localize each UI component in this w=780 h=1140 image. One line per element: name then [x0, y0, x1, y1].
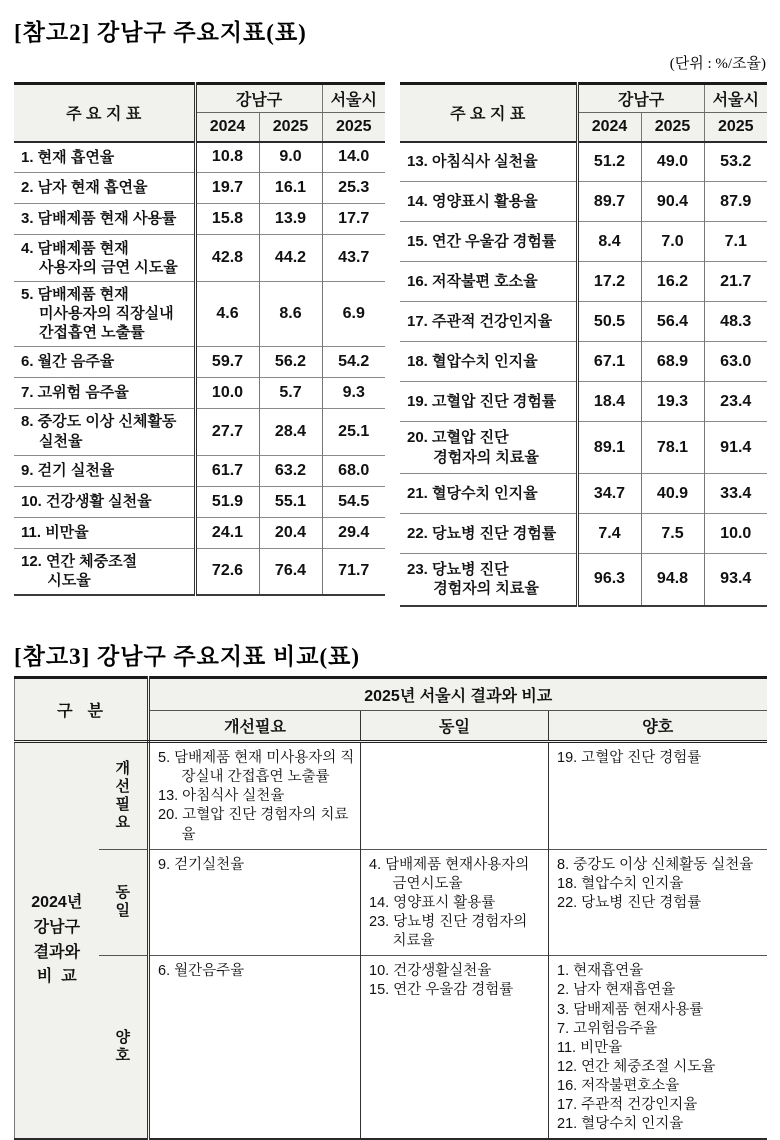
indicator-row: [400, 302, 767, 342]
year-2024-header: 2024: [577, 113, 641, 142]
indicator-label-continuation: 사용자의 금연 시도율: [39, 259, 178, 276]
value-gangnam-2024: 4.6: [195, 282, 259, 347]
comparison-list-item: 10. 건강생활실천율: [369, 963, 492, 980]
ref2-section-title: [참고2] 강남구 주요지표(표): [14, 20, 307, 45]
indicator-label-continuation: 실천율: [39, 432, 83, 450]
indicator-row: [400, 422, 767, 474]
value-gangnam-2024: 42.8: [195, 235, 259, 282]
comparison-row: [15, 956, 767, 1140]
indicator-row: [14, 517, 385, 548]
indicator-label: [14, 517, 195, 548]
value-gangnam-2024: 24.1: [195, 517, 259, 548]
value-gangnam-2024: 15.8: [195, 204, 259, 235]
col-header-good: 양호: [549, 711, 767, 742]
comparison-list-item: 20. 고혈압 진단 경험자의 치료율: [158, 807, 349, 843]
value-gangnam-2024: 34.7: [577, 474, 641, 514]
value-gangnam-2025: 16.2: [641, 262, 704, 302]
value-gangnam-2025: 16.1: [259, 173, 322, 204]
value-gangnam-2025: 19.3: [641, 382, 704, 422]
value-gangnam-2025: 94.8: [641, 554, 704, 606]
indicator-label-line: 17. 주관적 건강인지율: [407, 312, 553, 330]
indicator-row: [14, 346, 385, 377]
indicator-label-continuation: 경험자의 치료율: [433, 580, 539, 598]
year-2025-header: 2025: [641, 113, 704, 142]
indicator-label: [400, 182, 577, 222]
cell-same: [361, 849, 549, 956]
row-label-char: 요: [115, 813, 130, 831]
value-gangnam-2025: 7.0: [641, 222, 704, 262]
indicator-label: [14, 408, 195, 455]
value-seoul-2025: 87.9: [704, 182, 767, 222]
comparison-list-item: 5. 담배제품 현재 미사용자의 직장실내 간접흡연 노출률: [158, 750, 355, 786]
comparison-list-item: 4. 담배제품 현재사용자의 금연시도율: [369, 856, 534, 892]
ref3-section-title: [참고3] 강남구 주요지표 비교(표): [14, 644, 361, 669]
indicator-row: [14, 282, 385, 347]
comparison-list-item: 22. 당뇨병 진단 경험률: [557, 894, 702, 911]
indicator-label-line: 5. 담배제품 현재: [21, 286, 129, 303]
comparison-list-item: 13. 아침식사 실천율: [158, 788, 285, 805]
comparison-list-item: 21. 혈당수치 인지율: [557, 1116, 684, 1133]
value-seoul-2025: 91.4: [704, 422, 767, 474]
indicator-label-continuation: 경험자의 치료율: [433, 448, 539, 466]
value-gangnam-2024: 72.6: [195, 548, 259, 595]
indicator-label-line: 22. 당뇨병 진단 경험률: [407, 524, 557, 542]
value-gangnam-2024: 19.7: [195, 173, 259, 204]
comparison-list-item: 7. 고위험음주율: [557, 1020, 658, 1037]
indicator-label: [400, 342, 577, 382]
value-gangnam-2025: 5.7: [259, 377, 322, 408]
indicator-row: [400, 554, 767, 606]
value-seoul-2025: 25.1: [322, 408, 385, 455]
value-seoul-2025: 71.7: [322, 548, 385, 595]
cell-need-improvement: [149, 849, 361, 956]
comparison-list-item: 8. 중강도 이상 신체활동 실천율: [557, 856, 754, 873]
indicator-label-line: 15. 연간 우울감 경험률: [407, 232, 557, 250]
value-seoul-2025: 25.3: [322, 173, 385, 204]
value-gangnam-2024: 27.7: [195, 408, 259, 455]
row-label-char: 선: [115, 777, 130, 795]
value-gangnam-2024: 18.4: [577, 382, 641, 422]
cell-need-improvement: [149, 956, 361, 1140]
value-gangnam-2025: 49.0: [641, 142, 704, 182]
indicator-label-line: 19. 고혈압 진단 경험률: [407, 392, 557, 410]
cell-good: [549, 849, 767, 956]
indicator-label: [400, 222, 577, 262]
value-gangnam-2025: 63.2: [259, 455, 322, 486]
indicator-label-line: 18. 혈압수치 인지율: [407, 352, 538, 370]
value-seoul-2025: 63.0: [704, 342, 767, 382]
indicator-row: [400, 222, 767, 262]
gubun-header: 구 분: [15, 678, 149, 742]
indicator-label-continuation: 미사용자의 직장실내: [39, 305, 174, 323]
indicator-row: [14, 486, 385, 517]
row-group-label-line: 2024년: [31, 894, 83, 912]
value-gangnam-2025: 8.6: [259, 282, 322, 347]
comparison-list-item: 16. 저작불편호소율: [557, 1078, 680, 1094]
value-gangnam-2024: 8.4: [577, 222, 641, 262]
indicator-row: [14, 377, 385, 408]
value-gangnam-2024: 17.2: [577, 262, 641, 302]
indicator-row: [400, 382, 767, 422]
value-seoul-2025: 6.9: [322, 282, 385, 347]
seoul-year-2025-header: 2025: [704, 113, 767, 142]
value-gangnam-2024: 59.7: [195, 346, 259, 377]
indicator-label: [400, 474, 577, 514]
value-gangnam-2025: 56.4: [641, 302, 704, 342]
indicator-label-line: 1. 현재 흡연율: [21, 148, 115, 166]
indicator-label-continuation: 간접흡연 노출률: [39, 324, 145, 342]
indicator-label-line: 8. 중강도 이상 신체활동: [21, 413, 177, 431]
indicator-column-header: 주 요 지 표: [14, 84, 195, 142]
value-seoul-2025: 43.7: [322, 235, 385, 282]
value-seoul-2025: 23.4: [704, 382, 767, 422]
comparison-list-item: 6. 월간음주율: [158, 963, 245, 980]
indicator-label: [14, 486, 195, 517]
value-seoul-2025: 17.7: [322, 204, 385, 235]
value-gangnam-2024: 89.7: [577, 182, 641, 222]
value-seoul-2025: 29.4: [322, 517, 385, 548]
indicator-label-line: 16. 저작불편 호소율: [407, 272, 538, 290]
row-label-char: 필: [115, 795, 130, 813]
comparison-table-body: [15, 742, 767, 1140]
indicator-label-line: 9. 걷기 실천율: [21, 461, 115, 479]
row-label-need: [99, 742, 149, 850]
indicator-label-line: 2. 남자 현재 흡연율: [21, 179, 148, 197]
value-seoul-2025: 54.2: [322, 346, 385, 377]
indicator-row: [14, 142, 385, 173]
value-gangnam-2024: 67.1: [577, 342, 641, 382]
indicator-label: [14, 282, 195, 347]
value-gangnam-2024: 10.0: [195, 377, 259, 408]
value-seoul-2025: 7.1: [704, 222, 767, 262]
value-gangnam-2024: 50.5: [577, 302, 641, 342]
indicator-row: [400, 342, 767, 382]
seoul-year-2025-header: 2025: [322, 113, 385, 142]
indicator-label: [400, 142, 577, 182]
indicator-label: [14, 377, 195, 408]
row-label-char: 호: [115, 1047, 130, 1065]
indicator-label-line: 3. 담배제품 현재 사용률: [21, 210, 177, 228]
indicator-row: [14, 173, 385, 204]
value-seoul-2025: 93.4: [704, 554, 767, 606]
comparison-list-item: 9. 걷기실천율: [158, 856, 245, 873]
indicator-table-left-body: [14, 142, 385, 596]
indicator-label-line: 20. 고혈압 진단: [407, 429, 509, 447]
comparison-list-item: 23. 당뇨병 진단 경험자의 치료율: [369, 914, 532, 950]
value-gangnam-2025: 20.4: [259, 517, 322, 548]
indicator-table-left: [14, 82, 385, 596]
value-gangnam-2024: 96.3: [577, 554, 641, 606]
value-gangnam-2024: 51.2: [577, 142, 641, 182]
value-gangnam-2025: 40.9: [641, 474, 704, 514]
row-label-char: 동: [115, 884, 130, 902]
indicator-label: [400, 302, 577, 342]
col-header-need-improvement: 개선필요: [149, 711, 361, 742]
comparison-list-item: 2. 남자 현재흡연율: [557, 982, 676, 999]
indicator-label: [14, 142, 195, 173]
value-gangnam-2025: 76.4: [259, 548, 322, 595]
indicator-label-line: 14. 영양표시 활용율: [407, 192, 538, 210]
comparison-list-item: 14. 영양표시 활용률: [369, 894, 496, 911]
indicator-label-line: 21. 혈당수치 인지율: [407, 484, 538, 502]
indicator-row: [14, 408, 385, 455]
value-gangnam-2024: 89.1: [577, 422, 641, 474]
row-group-label-line: 결과와: [33, 943, 80, 961]
indicator-row: [400, 182, 767, 222]
indicator-row: [400, 262, 767, 302]
value-gangnam-2025: 7.5: [641, 514, 704, 554]
indicator-label-line: 13. 아침식사 실천율: [407, 153, 538, 171]
value-seoul-2025: 54.5: [322, 486, 385, 517]
indicator-column-header: 주 요 지 표: [400, 84, 577, 142]
value-seoul-2025: 33.4: [704, 474, 767, 514]
indicator-row: [14, 548, 385, 595]
indicator-row: [14, 204, 385, 235]
row-label-char: 일: [115, 902, 130, 920]
indicator-label: [400, 382, 577, 422]
comparison-title-header: 2025년 서울시 결과와 비교: [149, 678, 767, 711]
indicator-label: [14, 173, 195, 204]
indicator-row: [400, 514, 767, 554]
indicator-row: [400, 142, 767, 182]
comparison-list-item: 1. 현재흡연율: [557, 963, 644, 980]
seoul-column-header: 서울시: [704, 84, 767, 113]
indicator-row: [14, 455, 385, 486]
indicator-row: [400, 474, 767, 514]
indicator-label: [400, 262, 577, 302]
indicator-label: [14, 204, 195, 235]
indicator-label-line: 12. 연간 체중조절: [21, 553, 138, 571]
comparison-list-item: 3. 담배제품 현재사용률: [557, 1001, 704, 1018]
comparison-list-item: 15. 연간 우울감 경험률: [369, 982, 514, 999]
gangnam-column-header: 강남구: [577, 84, 704, 113]
row-label-good: [99, 956, 149, 1140]
indicator-label: [14, 455, 195, 486]
comparison-list-item: 12. 연간 체중조절 시도율: [557, 1058, 716, 1075]
cell-same: [361, 956, 549, 1140]
indicator-label: [14, 346, 195, 377]
comparison-table: [14, 676, 767, 1140]
cell-need-improvement: [149, 742, 361, 850]
row-group-label-line: 강남구: [33, 918, 80, 936]
value-gangnam-2024: 51.9: [195, 486, 259, 517]
seoul-column-header: 서울시: [322, 84, 385, 113]
row-label-char: 개: [115, 759, 130, 777]
value-gangnam-2024: 61.7: [195, 455, 259, 486]
indicator-tables-container: [14, 82, 766, 607]
comparison-list-item: 19. 고혈압 진단 경험률: [557, 750, 702, 766]
comparison-row: [15, 742, 767, 850]
comparison-table-header: [15, 678, 767, 742]
year-2024-header: 2024: [195, 113, 259, 142]
indicator-table-right-header: [400, 84, 767, 142]
value-gangnam-2024: 7.4: [577, 514, 641, 554]
value-seoul-2025: 21.7: [704, 262, 767, 302]
col-header-same: 동일: [361, 711, 549, 742]
indicator-label-line: 23. 당뇨병 진단: [407, 561, 509, 579]
value-gangnam-2025: 9.0: [259, 142, 322, 173]
indicator-label-continuation: 시도율: [47, 572, 91, 590]
indicator-label: [400, 554, 577, 606]
comparison-list-item: 17. 주관적 건강인지율: [557, 1097, 698, 1114]
gangnam-column-header: 강남구: [195, 84, 322, 113]
indicator-table-right-body: [400, 142, 767, 606]
value-gangnam-2025: 68.9: [641, 342, 704, 382]
value-seoul-2025: 9.3: [322, 377, 385, 408]
comparison-row: [15, 849, 767, 956]
value-seoul-2025: 53.2: [704, 142, 767, 182]
comparison-list-item: 18. 혈압수치 인지율: [557, 875, 684, 892]
value-gangnam-2025: 55.1: [259, 486, 322, 517]
unit-note: (단위 : %/조율): [669, 56, 766, 72]
value-gangnam-2025: 56.2: [259, 346, 322, 377]
value-seoul-2025: 48.3: [704, 302, 767, 342]
indicator-label-line: 11. 비만율: [21, 523, 89, 541]
comparison-list-item: 11. 비만율: [557, 1039, 623, 1056]
cell-good: [549, 956, 767, 1140]
value-gangnam-2025: 90.4: [641, 182, 704, 222]
indicator-label-line: 4. 담배제품 현재: [21, 239, 129, 257]
value-gangnam-2024: 10.8: [195, 142, 259, 173]
comparison-table-container: [14, 676, 766, 1140]
indicator-table-right: [400, 82, 767, 607]
value-gangnam-2025: 28.4: [259, 408, 322, 455]
indicator-label-line: 6. 월간 음주율: [21, 352, 115, 370]
value-gangnam-2025: 13.9: [259, 204, 322, 235]
indicator-table-left-header: [14, 84, 385, 142]
value-seoul-2025: 10.0: [704, 514, 767, 554]
indicator-label-line: 7. 고위험 음주율: [21, 383, 129, 401]
row-label-same: [99, 849, 149, 956]
indicator-row: [14, 235, 385, 282]
value-seoul-2025: 68.0: [322, 455, 385, 486]
year-2025-header: 2025: [259, 113, 322, 142]
indicator-label-line: 10. 건강생활 실천율: [21, 492, 152, 510]
indicator-label: [14, 235, 195, 282]
value-gangnam-2025: 44.2: [259, 235, 322, 282]
indicator-label: [400, 422, 577, 474]
cell-good: [549, 742, 767, 850]
indicator-label: [400, 514, 577, 554]
row-label-char: 양: [115, 1029, 130, 1047]
value-gangnam-2025: 78.1: [641, 422, 704, 474]
row-group-label-line: 비 교: [36, 968, 77, 986]
cell-same: [361, 742, 549, 850]
value-seoul-2025: 14.0: [322, 142, 385, 173]
indicator-label: [14, 548, 195, 595]
row-group-label: [15, 742, 99, 1140]
